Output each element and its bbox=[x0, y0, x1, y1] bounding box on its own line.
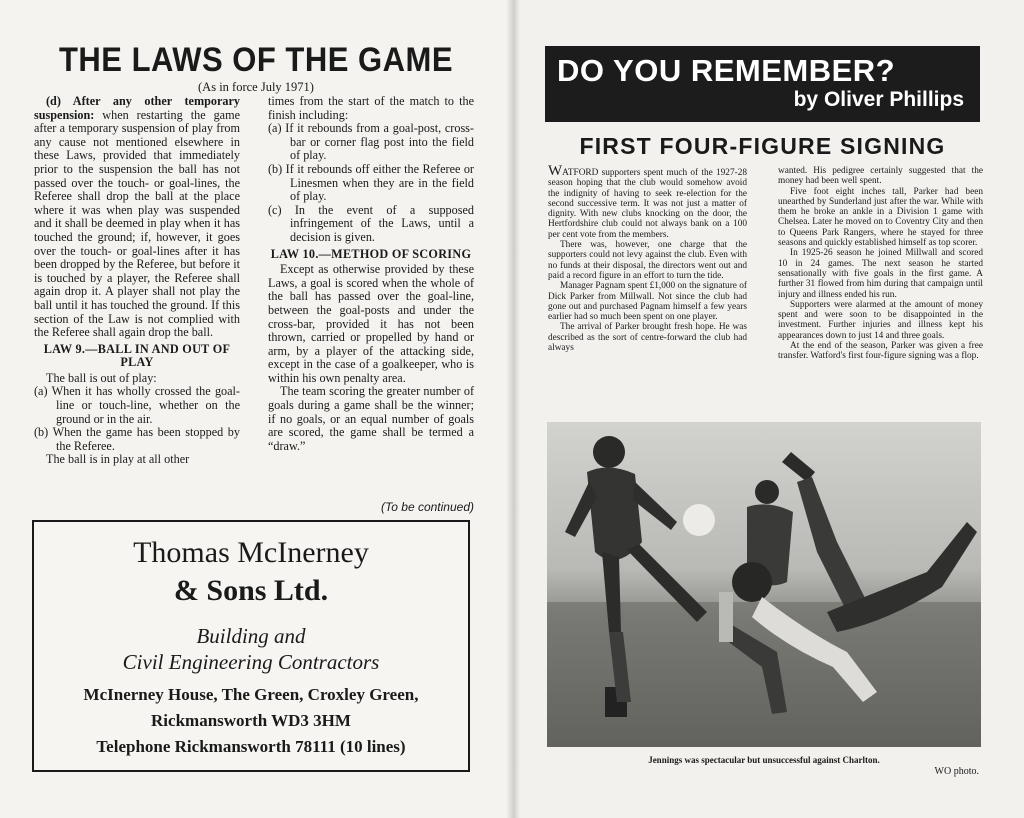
advert-address-2: Rickmansworth WD3 3HM bbox=[151, 711, 351, 730]
law9-clause-a: (a) When it has wholly crossed the goal-line or touch-line, whether on the ground or in the air. bbox=[34, 384, 240, 426]
to-be-continued: (To be continued) bbox=[381, 500, 474, 514]
laws-title: THE LAWS OF THE GAME bbox=[58, 39, 454, 80]
article-para-7: In 1925-26 season he joined Millwall and scored 10 in 24 games. The next season he started sensationally with five goals in the first game. A further 31 flowed from him during that campaign until injury and illness ended his run. bbox=[778, 248, 983, 300]
col2-intro: times from the start of the match to the finish including: bbox=[268, 94, 474, 122]
advert-telephone: Telephone Rickmansworth 78111 (10 lines) bbox=[96, 737, 406, 756]
article-column-2 bbox=[778, 166, 983, 362]
article-para-1-text: ATFORD supporters spent much of the 1927-28 season hoping that the club would somehow avoid the indignity of having to seek re-election for the second successive term. It was not just a matter of dignity. With new clubs knocking on the door, the Hertfordshire club could not always bank on a 100 per cent vote from the members. bbox=[548, 168, 747, 240]
article-para-2: There was, however, one charge that the supporters could not levy against the club. Even with no funds at their disposal, the directors went out and paid a record figure in an effort to turn the tide. bbox=[548, 240, 747, 281]
law10-heading: LAW 10.—METHOD OF SCORING bbox=[270, 246, 472, 261]
photo-caption: Jennings was spectacular but unsuccessful against Charlton. bbox=[648, 755, 880, 765]
law9-heading: LAW 9.—BALL IN AND OUT OF PLAY bbox=[43, 341, 231, 370]
law10-para-1: Except as otherwise provided by these Laws, a goal is scored when the whole of the ball has passed over the goal-line, between the goal-posts and under the cross-bar, provided it has not been thrown, carried or propelled by hand or arm, by a player of the attacking side, except in the case of a goalkeeper, who is within his own penalty area. bbox=[268, 262, 474, 385]
advert-tagline-1: Building and bbox=[196, 624, 306, 648]
article-para-6: Five foot eight inches tall, Parker had been unearthed by Sunderland just after the war. While with them he broke an ankle in a Division 1 game with Chelsea. Later he moved on to Coventry City and then to Queens Park Rangers, where he stayed for three seasons and quickly established himself as top scorer. bbox=[778, 186, 983, 249]
article-para-3: Manager Pagnam spent £1,000 on the signature of Dick Parker from Millwall. Not since the club had gone out and purchased Pagnam himself a few years earlier had so much been spent on one player. bbox=[548, 281, 747, 323]
article-column-1 bbox=[548, 163, 747, 354]
clause-d-heading: (d) After any other temporary suspension: bbox=[34, 94, 240, 122]
law9-intro: The ball is out of play: bbox=[46, 370, 157, 385]
advert-address-1: McInerney House, The Green, Croxley Green, bbox=[83, 685, 419, 704]
mcinerney-advert bbox=[32, 520, 470, 772]
law9-clause-b: (b) When the game has been stopped by the Referee. bbox=[34, 425, 240, 453]
match-photo-illustration bbox=[547, 422, 981, 747]
law9-in-play: The ball is in play at all other bbox=[46, 452, 190, 467]
laws-column-2 bbox=[268, 95, 474, 453]
drop-cap: W bbox=[548, 163, 563, 179]
advert-tagline-2: Civil Engineering Contractors bbox=[122, 650, 380, 674]
clause-d bbox=[34, 95, 240, 340]
photo-credit: WO photo. bbox=[934, 766, 979, 777]
laws-column-1 bbox=[34, 95, 240, 467]
article-para-1 bbox=[548, 163, 747, 240]
article-headline: FIRST FOUR-FIGURE SIGNING bbox=[579, 133, 946, 159]
col2-clause-c: (c) In the event of a supposed infringement of the Laws, until a decision is given. bbox=[268, 202, 474, 244]
match-photo bbox=[547, 422, 981, 747]
article-para-4: The arrival of Parker brought fresh hope. He was described as the sort of centre-forward the club had always bbox=[548, 322, 747, 354]
banner-byline: by Oliver Phillips bbox=[793, 88, 964, 111]
spine-gutter bbox=[506, 0, 520, 818]
advert-company-suffix: & Sons Ltd. bbox=[173, 574, 329, 607]
laws-subtitle: (As in force July 1971) bbox=[198, 80, 314, 94]
right-page bbox=[512, 0, 1024, 818]
article-para-5: wanted. His pedigree certainly suggested that the money had been well spent. bbox=[778, 166, 983, 187]
clause-d-text: when restarting the game after a temporary suspension of play from any cause not mentioned elsewhere in these Laws, provided that immediately prior to the suspension the ball has not passed over the touch- or goal-lines, the Referee shall drop the ball at the place where it was when play was suspended and it shall be deemed in play when it has touched the ground; if, however, it goes over the touch- or goal-lines after it has been dropped by the Referee, but before it is touched by a player, the Referee shall again drop it. A player shall not play the ball until it has touched the ground. If this section of the Law is not complied with the Referee shall again drop the ball. bbox=[34, 107, 240, 340]
advert-company-name: Thomas McInerney bbox=[133, 536, 369, 569]
article-para-9: At the end of the season, Parker was given a free transfer. Watford's first four-figure signing was a flop. bbox=[778, 341, 983, 362]
banner-title: DO YOU REMEMBER? bbox=[557, 53, 896, 88]
law10-para-2: The team scoring the greater number of goals during a game shall be the winner; if no goals, or an equal number of goals are scored, the game shall be termed a “draw.” bbox=[268, 384, 474, 453]
col2-clause-a: (a) If it rebounds from a goal-post, cross-bar or corner flag post into the field of play. bbox=[268, 121, 474, 163]
col2-clause-b: (b) If it rebounds off either the Referee or Linesmen when they are in the field of play. bbox=[268, 161, 474, 204]
article-para-8: Supporters were alarmed at the amount of money spent and were soon to be disappointed in the investment. Further injuries and illness kept his appearances down to just 14 and three goals. bbox=[778, 299, 983, 341]
feature-banner bbox=[545, 46, 980, 122]
